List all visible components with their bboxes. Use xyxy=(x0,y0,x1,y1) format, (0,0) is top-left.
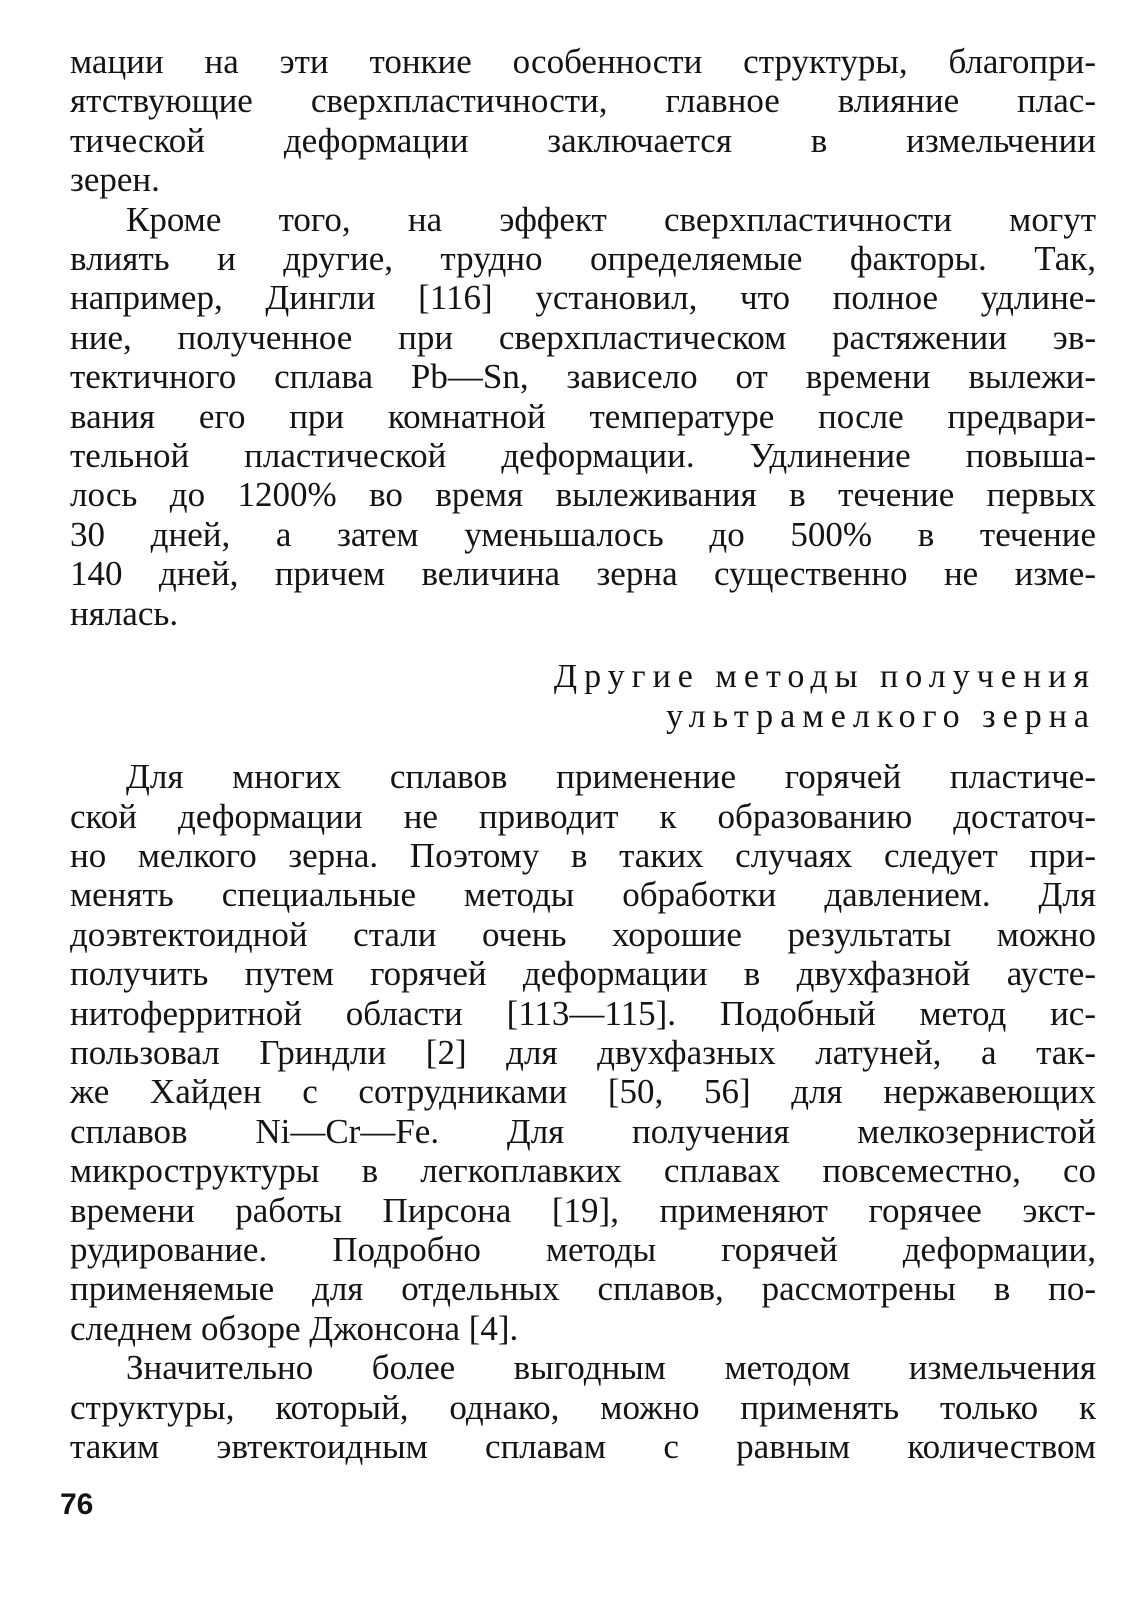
text-line: структуры, который, однако, можно применять только к xyxy=(70,1387,1096,1427)
text-line: рудирование. Подробно методы горячей деформации, xyxy=(70,1229,1096,1269)
text-line: сплавов Ni—Cr—Fe. Для получения мелкозернистой xyxy=(70,1111,1096,1151)
section-heading xyxy=(70,657,1096,737)
text-line: ской деформации не приводит к образованию достаточ- xyxy=(70,796,1096,836)
text-line: нитоферритной области [113—115]. Подобный метод ис- xyxy=(70,993,1096,1033)
paragraph xyxy=(70,1348,1096,1466)
text-line: менять специальные методы обработки давлением. Для xyxy=(70,875,1096,915)
paragraph xyxy=(70,200,1096,633)
text-line: вания его при комнатной температуре после предвари- xyxy=(70,396,1096,436)
text-line: лось до 1200% во время вылеживания в течение первых xyxy=(70,475,1096,515)
text-line: времени работы Пирсона [19], применяют горячее экст- xyxy=(70,1190,1096,1230)
text-line: 140 дней, причем величина зерна существенно не изме- xyxy=(70,554,1096,594)
text-line: но мелкого зерна. Поэтому в таких случаях следует при- xyxy=(70,835,1096,875)
page-number: 76 xyxy=(60,1488,94,1521)
text-line: мации на эти тонкие особенности структуры, благопри- xyxy=(70,42,1096,81)
text-line: таким эвтектоидным сплавам с равным количеством xyxy=(70,1427,1096,1466)
text-line: ние, полученное при сверхпластическом растяжении эв- xyxy=(70,317,1096,357)
text-line: применяемые для отдельных сплавов, рассмотрены в по- xyxy=(70,1269,1096,1309)
text-line: доэвтектоидной стали очень хорошие результаты можно xyxy=(70,914,1096,954)
paragraph xyxy=(70,757,1096,1348)
text-line: микроструктуры в легкоплавких сплавах повсеместно, со xyxy=(70,1151,1096,1191)
text-line: ятствующие сверхпластичности, главное влияние плас- xyxy=(70,81,1096,121)
text-line: следнем обзоре Джонсона [4]. xyxy=(70,1308,519,1348)
text-line: нялась. xyxy=(70,593,179,633)
text-line: получить путем горячей деформации в двухфазной аусте- xyxy=(70,954,1096,994)
text-line: например, Дингли [116] установил, что полное удлине- xyxy=(70,278,1096,318)
text-line: 30 дней, а затем уменьшалось до 500% в течение xyxy=(70,514,1096,554)
page-body xyxy=(70,42,1096,1466)
text-line: пользовал Гриндли [2] для двухфазных латуней, а так- xyxy=(70,1032,1096,1072)
text-line: тической деформации заключается в измельчении xyxy=(70,120,1096,160)
text-line: Для многих сплавов применение горячей пластиче- xyxy=(126,757,1096,797)
text-line: влиять и другие, трудно определяемые факторы. Так, xyxy=(70,239,1096,279)
text-line: тельной пластической деформации. Удлинение повыша- xyxy=(70,436,1096,476)
text-line: Значительно более выгодным методом измельчения xyxy=(126,1348,1096,1388)
text-line: зерен. xyxy=(70,160,160,200)
text-line: тектичного сплава Pb—Sn, зависело от времени вылежи- xyxy=(70,357,1096,397)
text-line: же Хайден с сотрудниками [50, 56] для нержавеющих xyxy=(70,1072,1096,1112)
section-heading-line: ультрамелкого зерна xyxy=(666,698,1096,736)
section-heading-line: Другие методы получения xyxy=(553,658,1096,696)
text-line: Кроме того, на эффект сверхпластичности могут xyxy=(126,199,1096,239)
paragraph xyxy=(70,42,1096,200)
